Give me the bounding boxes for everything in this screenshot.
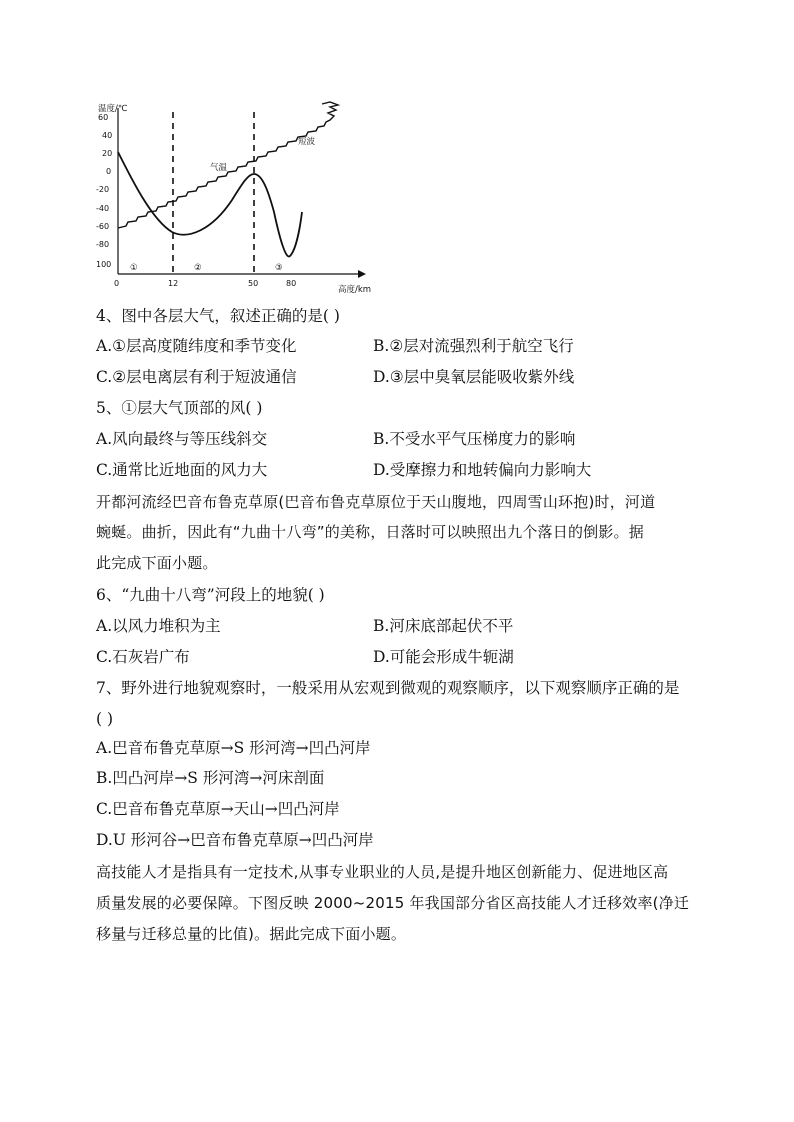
question-7-stem: 7、野外进行地貌观察时，一般采用从宏观到微观的观察顺序，以下观察顺序正确的是 bbox=[96, 679, 680, 697]
passage-1-line-1: 开都河流经巴音布鲁克草原(巴音布鲁克草原位于天山腹地，四周雪山环抱)时，河道 bbox=[96, 493, 656, 511]
y-tick: 60 bbox=[98, 113, 109, 122]
y-ticks bbox=[96, 113, 112, 269]
question-5-option-b: B.不受水平气压梯度力的影响 bbox=[373, 430, 576, 448]
temperature-curve-label: 气温 bbox=[210, 163, 228, 173]
question-7-option-b: B.凹凸河岸→S 形河湾→河床剖面 bbox=[96, 769, 325, 787]
y-tick: -60 bbox=[96, 222, 110, 231]
question-6-option-a: A.以风力堆积为主 bbox=[96, 617, 221, 635]
passage-2-line-1: 高技能人才是指具有一定技术,从事专业职业的人员,是提升地区创新能力、促进地区高 bbox=[96, 863, 669, 881]
question-6-stem: 6、“九曲十八弯”河段上的地貌( ) bbox=[96, 586, 325, 604]
question-4-option-b: B.②层对流强烈利于航空飞行 bbox=[373, 337, 574, 355]
passage-2-line-2: 质量发展的必要保障。下图反映 2000~2015 年我国部分省区高技能人才迁移效率(净迁 bbox=[96, 894, 690, 912]
question-4-option-c: C.②层电离层有利于短波通信 bbox=[96, 368, 297, 386]
question-5-stem: 5、①层大气顶部的风( ) bbox=[96, 399, 263, 417]
question-6-option-d: D.可能会形成牛轭湖 bbox=[373, 648, 514, 666]
question-4-option-a: A.①层高度随纬度和季节变化 bbox=[96, 337, 297, 355]
passage-1-line-2: 蜿蜒。曲折，因此有“九曲十八弯”的美称，日落时可以映照出九个落日的倒影。据 bbox=[96, 523, 644, 541]
shortwave-label: 短波 bbox=[298, 137, 316, 147]
question-4-stem: 4、图中各层大气，叙述正确的是( ) bbox=[96, 307, 340, 325]
atmosphere-temperature-figure bbox=[92, 100, 374, 298]
y-tick: 20 bbox=[102, 149, 113, 158]
passage-2-line-3: 移量与迁移总量的比值)。据此完成下面小题。 bbox=[96, 925, 407, 943]
x-axis-label: 高度/km bbox=[338, 285, 372, 295]
question-6-option-b: B.河床底部起伏不平 bbox=[373, 617, 514, 635]
question-7-stem-bracket: ( ) bbox=[96, 710, 114, 728]
x-ticks bbox=[114, 279, 296, 288]
question-7-option-c: C.巴音布鲁克草原→天山→凹凸河岸 bbox=[96, 800, 340, 818]
x-tick: 50 bbox=[248, 279, 259, 288]
question-5-option-a: A.风向最终与等压线斜交 bbox=[96, 430, 268, 448]
question-7-option-a: A.巴音布鲁克草原→S 形河湾→凹凸河岸 bbox=[96, 739, 371, 757]
question-7-option-d: D.U 形河谷→巴音布鲁克草原→凹凸河岸 bbox=[96, 831, 374, 849]
layer-label-3: ③ bbox=[275, 263, 283, 273]
question-5-option-c: C.通常比近地面的风力大 bbox=[96, 461, 268, 479]
passage-1-line-3: 此完成下面小题。 bbox=[96, 554, 218, 572]
question-5-option-d: D.受摩擦力和地转偏向力影响大 bbox=[373, 461, 592, 479]
y-tick: 100 bbox=[96, 260, 112, 269]
y-tick: -40 bbox=[96, 204, 110, 213]
question-6-option-c: C.石灰岩广布 bbox=[96, 648, 190, 666]
y-tick: -20 bbox=[96, 185, 110, 194]
y-tick: 40 bbox=[102, 131, 113, 140]
question-4-option-d: D.③层中臭氧层能吸收紫外线 bbox=[373, 368, 575, 386]
x-tick: 12 bbox=[168, 279, 179, 288]
x-axis-arrow bbox=[358, 270, 366, 278]
y-tick: -80 bbox=[96, 240, 110, 249]
layer-label-1: ① bbox=[130, 263, 138, 273]
atmosphere-diagram bbox=[92, 100, 374, 298]
layer-label-2: ② bbox=[194, 263, 202, 273]
y-tick: 0 bbox=[106, 167, 112, 176]
x-tick: 80 bbox=[286, 279, 297, 288]
x-tick: 0 bbox=[114, 279, 120, 288]
y-axis-label: 温度/℃ bbox=[98, 104, 128, 114]
